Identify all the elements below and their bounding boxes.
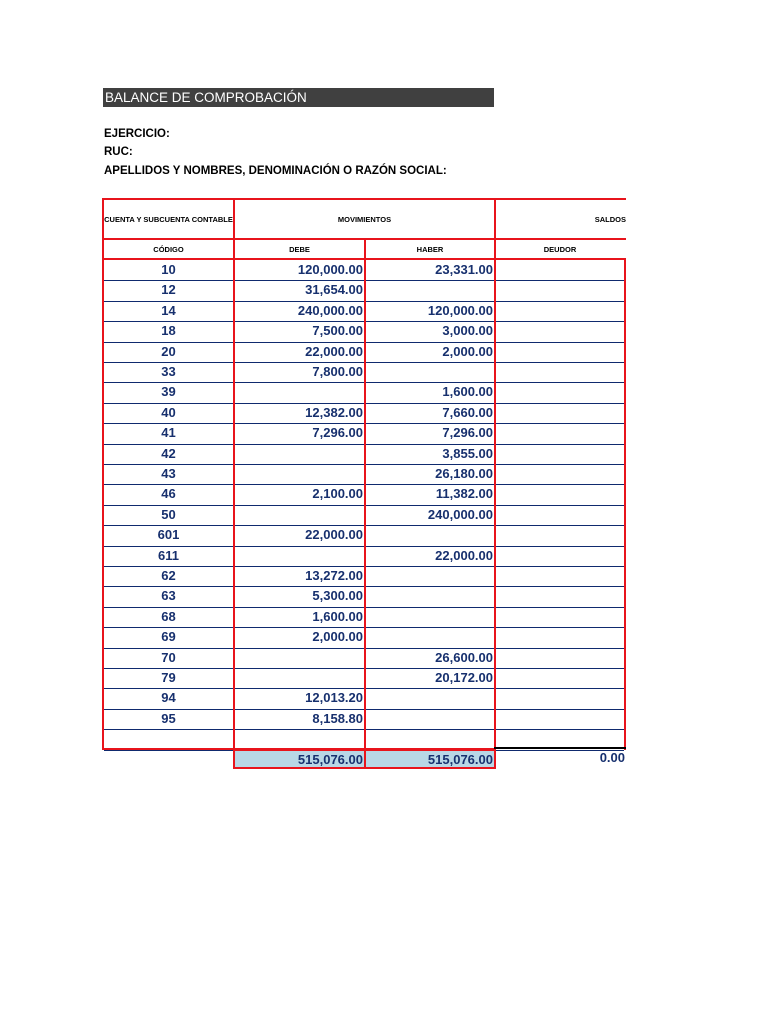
row-divider (496, 484, 624, 485)
cell-codigo: 14 (161, 303, 176, 318)
cell-debe: 120,000.00 (297, 262, 363, 277)
cell-debe: 8,158.80 (312, 711, 363, 726)
cell-codigo: 39 (161, 384, 176, 399)
cell-haber: 1,600.00 (442, 384, 493, 399)
cell-haber: 3,855.00 (442, 446, 493, 461)
cell-codigo: 40 (161, 405, 176, 420)
row-divider (496, 301, 624, 302)
row-divider (496, 627, 624, 628)
row-divider (496, 362, 624, 363)
cell-codigo: 42 (161, 446, 176, 461)
row-divider (496, 668, 624, 669)
header-cuenta: CUENTA Y SUBCUENTA CONTABLE (104, 214, 233, 224)
col-codigo: CÓDIGO (153, 244, 184, 254)
row-divider (496, 607, 624, 608)
cell-debe (235, 382, 364, 402)
cell-haber: 26,600.00 (435, 650, 493, 665)
cell-codigo: 33 (161, 364, 176, 379)
cell-haber (366, 607, 494, 627)
row-divider (496, 566, 624, 567)
cell-haber (366, 627, 494, 647)
cell-haber: 20,172.00 (435, 670, 493, 685)
cell-debe: 13,272.00 (305, 568, 363, 583)
ruc-label: RUC: (104, 146, 133, 158)
cell-codigo: 18 (161, 323, 176, 338)
total-debe: 515,076.00 (233, 749, 366, 769)
row-divider (496, 688, 624, 689)
cell-codigo: 20 (161, 344, 176, 359)
row-divider (496, 464, 624, 465)
cell-debe: 240,000.00 (297, 303, 363, 318)
cell-debe (235, 444, 364, 464)
cell-debe (235, 648, 364, 668)
row-divider (496, 444, 624, 445)
row-divider (496, 729, 624, 730)
cell-debe: 1,600.00 (312, 609, 363, 624)
row-divider (496, 403, 624, 404)
row-divider (104, 729, 233, 730)
cell-debe: 2,100.00 (312, 486, 363, 501)
cell-haber (366, 280, 494, 300)
cell-haber (366, 525, 494, 545)
cell-haber (366, 586, 494, 606)
cell-debe: 22,000.00 (305, 344, 363, 359)
row-divider (496, 321, 624, 322)
row-divider (496, 525, 624, 526)
document-title: BALANCE DE COMPROBACIÓN (103, 88, 494, 107)
row-divider (104, 750, 233, 751)
row-divider (496, 505, 624, 506)
cell-codigo: 43 (161, 466, 176, 481)
cell-codigo: 69 (161, 629, 176, 644)
cell-debe (235, 464, 364, 484)
cell-haber: 3,000.00 (442, 323, 493, 338)
cell-debe: 5,300.00 (312, 588, 363, 603)
cell-debe: 7,500.00 (312, 323, 363, 338)
cell-haber: 120,000.00 (427, 303, 493, 318)
row-divider (496, 709, 624, 710)
cell-debe: 12,013.20 (305, 690, 363, 705)
cell-debe (235, 668, 364, 688)
cell-haber: 23,331.00 (435, 262, 493, 277)
header-movimientos: MOVIMIENTOS (337, 214, 392, 224)
cell-haber: 11,382.00 (435, 486, 493, 501)
row-divider (235, 729, 364, 730)
row-divider (496, 586, 624, 587)
row-divider (496, 648, 624, 649)
row-divider (496, 382, 624, 383)
cell-codigo: 63 (161, 588, 176, 603)
cell-codigo: 12 (161, 282, 176, 297)
cell-debe: 7,800.00 (312, 364, 363, 379)
header-saldos: SALDOS (594, 214, 626, 224)
cell-haber (366, 688, 494, 708)
cell-debe (235, 546, 364, 566)
ejercicio-label: EJERCICIO: (104, 128, 170, 140)
cell-codigo: 94 (161, 690, 176, 705)
cell-haber (366, 709, 494, 729)
cell-codigo: 10 (161, 262, 176, 277)
razon-social-label: APELLIDOS Y NOMBRES, DENOMINACIÓN O RAZÓN SOCIAL: (104, 165, 447, 177)
cell-codigo: 62 (161, 568, 176, 583)
row-divider (496, 280, 624, 281)
cell-codigo: 70 (161, 650, 176, 665)
cell-codigo: 68 (161, 609, 176, 624)
cell-debe: 7,296.00 (312, 425, 363, 440)
row-divider (496, 546, 624, 547)
cell-debe: 2,000.00 (312, 629, 363, 644)
col-haber: HABER (416, 244, 444, 254)
total-haber: 515,076.00 (364, 749, 496, 769)
cell-debe: 12,382.00 (305, 405, 363, 420)
cell-haber: 22,000.00 (435, 548, 493, 563)
col-deudor: DEUDOR (543, 244, 577, 254)
cell-haber (366, 566, 494, 586)
cell-haber: 2,000.00 (442, 344, 493, 359)
cell-debe: 31,654.00 (305, 282, 363, 297)
cell-debe (235, 505, 364, 525)
row-divider (496, 342, 624, 343)
cell-codigo: 46 (161, 486, 176, 501)
cell-haber: 7,660.00 (442, 405, 493, 420)
row-divider (496, 423, 624, 424)
cell-haber (366, 362, 494, 382)
cell-codigo: 601 (157, 527, 180, 542)
cell-haber: 26,180.00 (435, 466, 493, 481)
cell-debe: 22,000.00 (305, 527, 363, 542)
cell-codigo: 41 (161, 425, 176, 440)
cell-codigo: 611 (158, 548, 179, 563)
cell-codigo: 95 (161, 711, 176, 726)
page-right-margin (626, 190, 768, 790)
cell-codigo: 50 (161, 507, 176, 522)
row-divider (366, 729, 494, 730)
total-deudor: 0.00 (494, 747, 626, 767)
col-debe: DEBE (289, 244, 310, 254)
cell-haber: 7,296.00 (442, 425, 493, 440)
cell-codigo: 79 (161, 670, 176, 685)
cell-haber: 240,000.00 (427, 507, 493, 522)
